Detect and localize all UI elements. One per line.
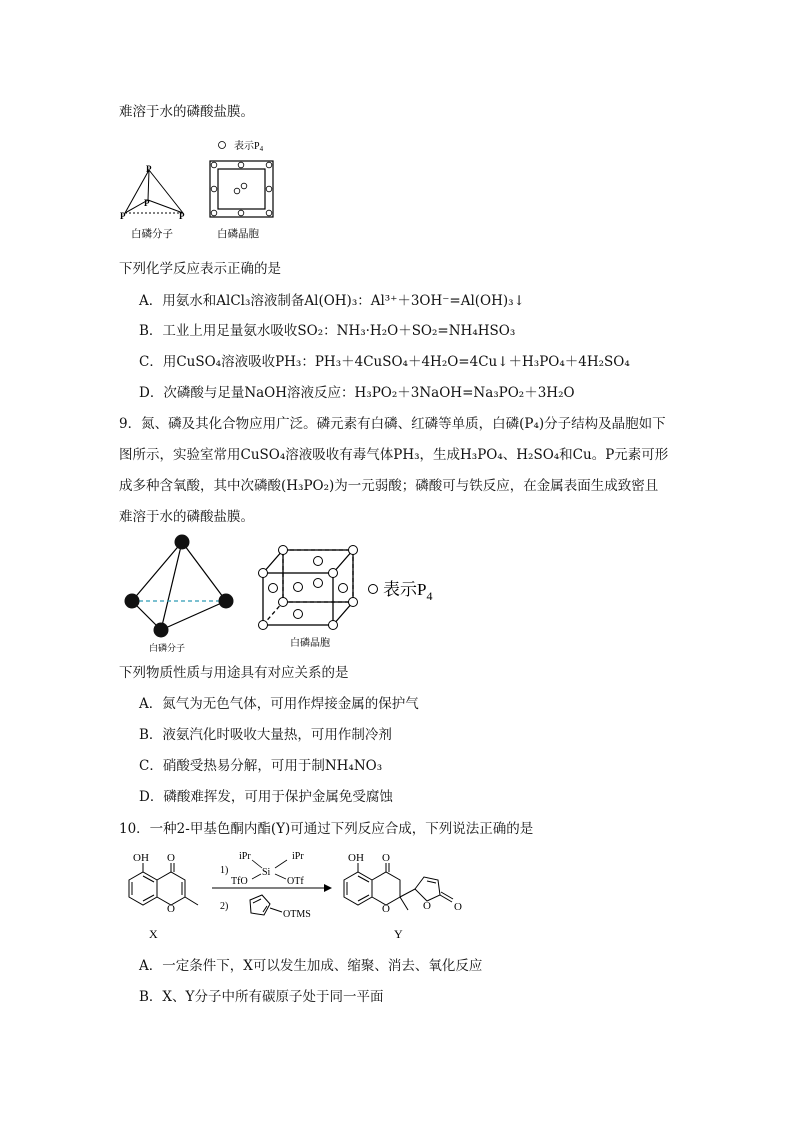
x-ring-o-label: O [167, 903, 175, 915]
q9-option-b: B．液氨汽化时吸收大量热，可用作制冷剂 [139, 727, 392, 743]
p-atom-label: P [146, 164, 152, 174]
compound-y-label: Y [394, 927, 403, 941]
arrow-head-icon [324, 884, 332, 892]
y-lactone-o-label: O [423, 900, 431, 912]
step-2-label: 2) [220, 901, 229, 912]
compound-y-structure [344, 863, 453, 910]
p-atom-label: P [144, 198, 150, 208]
y-carbonyl-o-label: O [382, 852, 390, 864]
furan-reagent-structure [250, 895, 282, 915]
caption-crystal-large: 白磷晶胞 [290, 638, 330, 649]
q9-option-d: D．磷酸难挥发，可用于保护金属免受腐蚀 [139, 789, 393, 805]
step-1-label: 1) [220, 865, 229, 876]
q9-option-c: C．硝酸受热易分解，可用于制NH₄NO₃ [139, 758, 383, 774]
legend-text: 表示$P_4$ [234, 141, 264, 153]
reagent-tfo: TfO [231, 876, 248, 887]
p-atom-label: P [179, 211, 185, 221]
caption-crystal: 白磷晶胞 [217, 229, 259, 240]
compound-x-structure [129, 863, 198, 905]
legend-text-large: 表示$P_4$ [383, 580, 433, 603]
reagent-otf: OTf [287, 876, 304, 887]
reagent-ipr-left: iPr [239, 851, 251, 862]
compound-x-label: X [149, 927, 158, 941]
caption-molecule-large: 白磷分子 [149, 643, 186, 653]
p4-unit-cell-small [210, 161, 273, 217]
q8-option-d: D．次磷酸与足量NaOH溶液反应：H₃PO₂＋3NaOH=Na₃PO₂＋3H₂O [139, 385, 575, 401]
legend-circle-icon [219, 142, 226, 149]
q10-stem: 10．一种2-甲基色酮内酯(Y)可通过下列反应合成，下列说法正确的是 [119, 821, 534, 837]
reagent-otms: OTMS [283, 909, 311, 920]
q8-tail-text: 难溶于水的磷酸盐膜。 [119, 104, 254, 120]
q9-option-a: A．氮气为无色气体，可用作焊接金属的保护气 [139, 696, 419, 712]
q9-line-3: 成多种含氧酸，其中次磷酸(H₃PO₂)为一元弱酸；磷酸可与铁反应，在金属表面生成致密且 [119, 478, 659, 494]
q9-line-1: 9．氮、磷及其化合物应用广泛。磷元素有白磷、红磷等单质，白磷(P₄)分子结构及晶胞如下 [119, 416, 666, 432]
white-phosphorus-figure-large [118, 530, 458, 655]
white-phosphorus-figure-small [117, 136, 292, 244]
p4-molecule-small [125, 170, 183, 213]
reaction-scheme [112, 846, 512, 946]
x-carbonyl-o-label: O [167, 852, 175, 864]
y-lactone-carbonyl-o-label: O [454, 901, 462, 913]
p4-molecule-large [132, 542, 226, 630]
q9-line-4: 难溶于水的磷酸盐膜。 [119, 509, 254, 525]
reagent-si: Si [262, 867, 271, 878]
q10-option-b: B．X、Y分子中所有碳原子处于同一平面 [139, 989, 384, 1005]
q8-option-a: A．用氨水和AlCl₃溶液制备Al(OH)₃：Al³⁺＋3OH⁻=Al(OH)₃↓ [139, 293, 525, 309]
x-oh-label: OH [133, 852, 149, 864]
q9-line-2: 图所示，实验室常用CuSO₄溶液吸收有毒气体PH₃，生成H₃PO₄、H₂SO₄和Cu。P元素可形 [119, 447, 669, 463]
caption-molecule: 白磷分子 [131, 229, 173, 240]
q8-option-b: B．工业上用足量氨水吸收SO₂：NH₃·H₂O＋SO₂=NH₄HSO₃ [139, 323, 516, 339]
p-atom-label: P [120, 211, 126, 221]
q8-option-c: C．用CuSO₄溶液吸收PH₃：PH₃＋4CuSO₄＋4H₂O=4Cu↓＋H₃PO₄＋4H₂SO₄ [139, 354, 630, 370]
q9-stem: 下列物质性质与用途具有对应关系的是 [119, 665, 349, 681]
reagent-ipr-right: iPr [292, 851, 304, 862]
q10-option-a: A．一定条件下，X可以发生加成、缩聚、消去、氧化反应 [139, 958, 483, 974]
q8-stem: 下列化学反应表示正确的是 [119, 261, 281, 277]
legend-circle-icon [369, 585, 378, 594]
y-oh-label: OH [348, 852, 364, 864]
y-ring-o-label: O [382, 903, 390, 915]
